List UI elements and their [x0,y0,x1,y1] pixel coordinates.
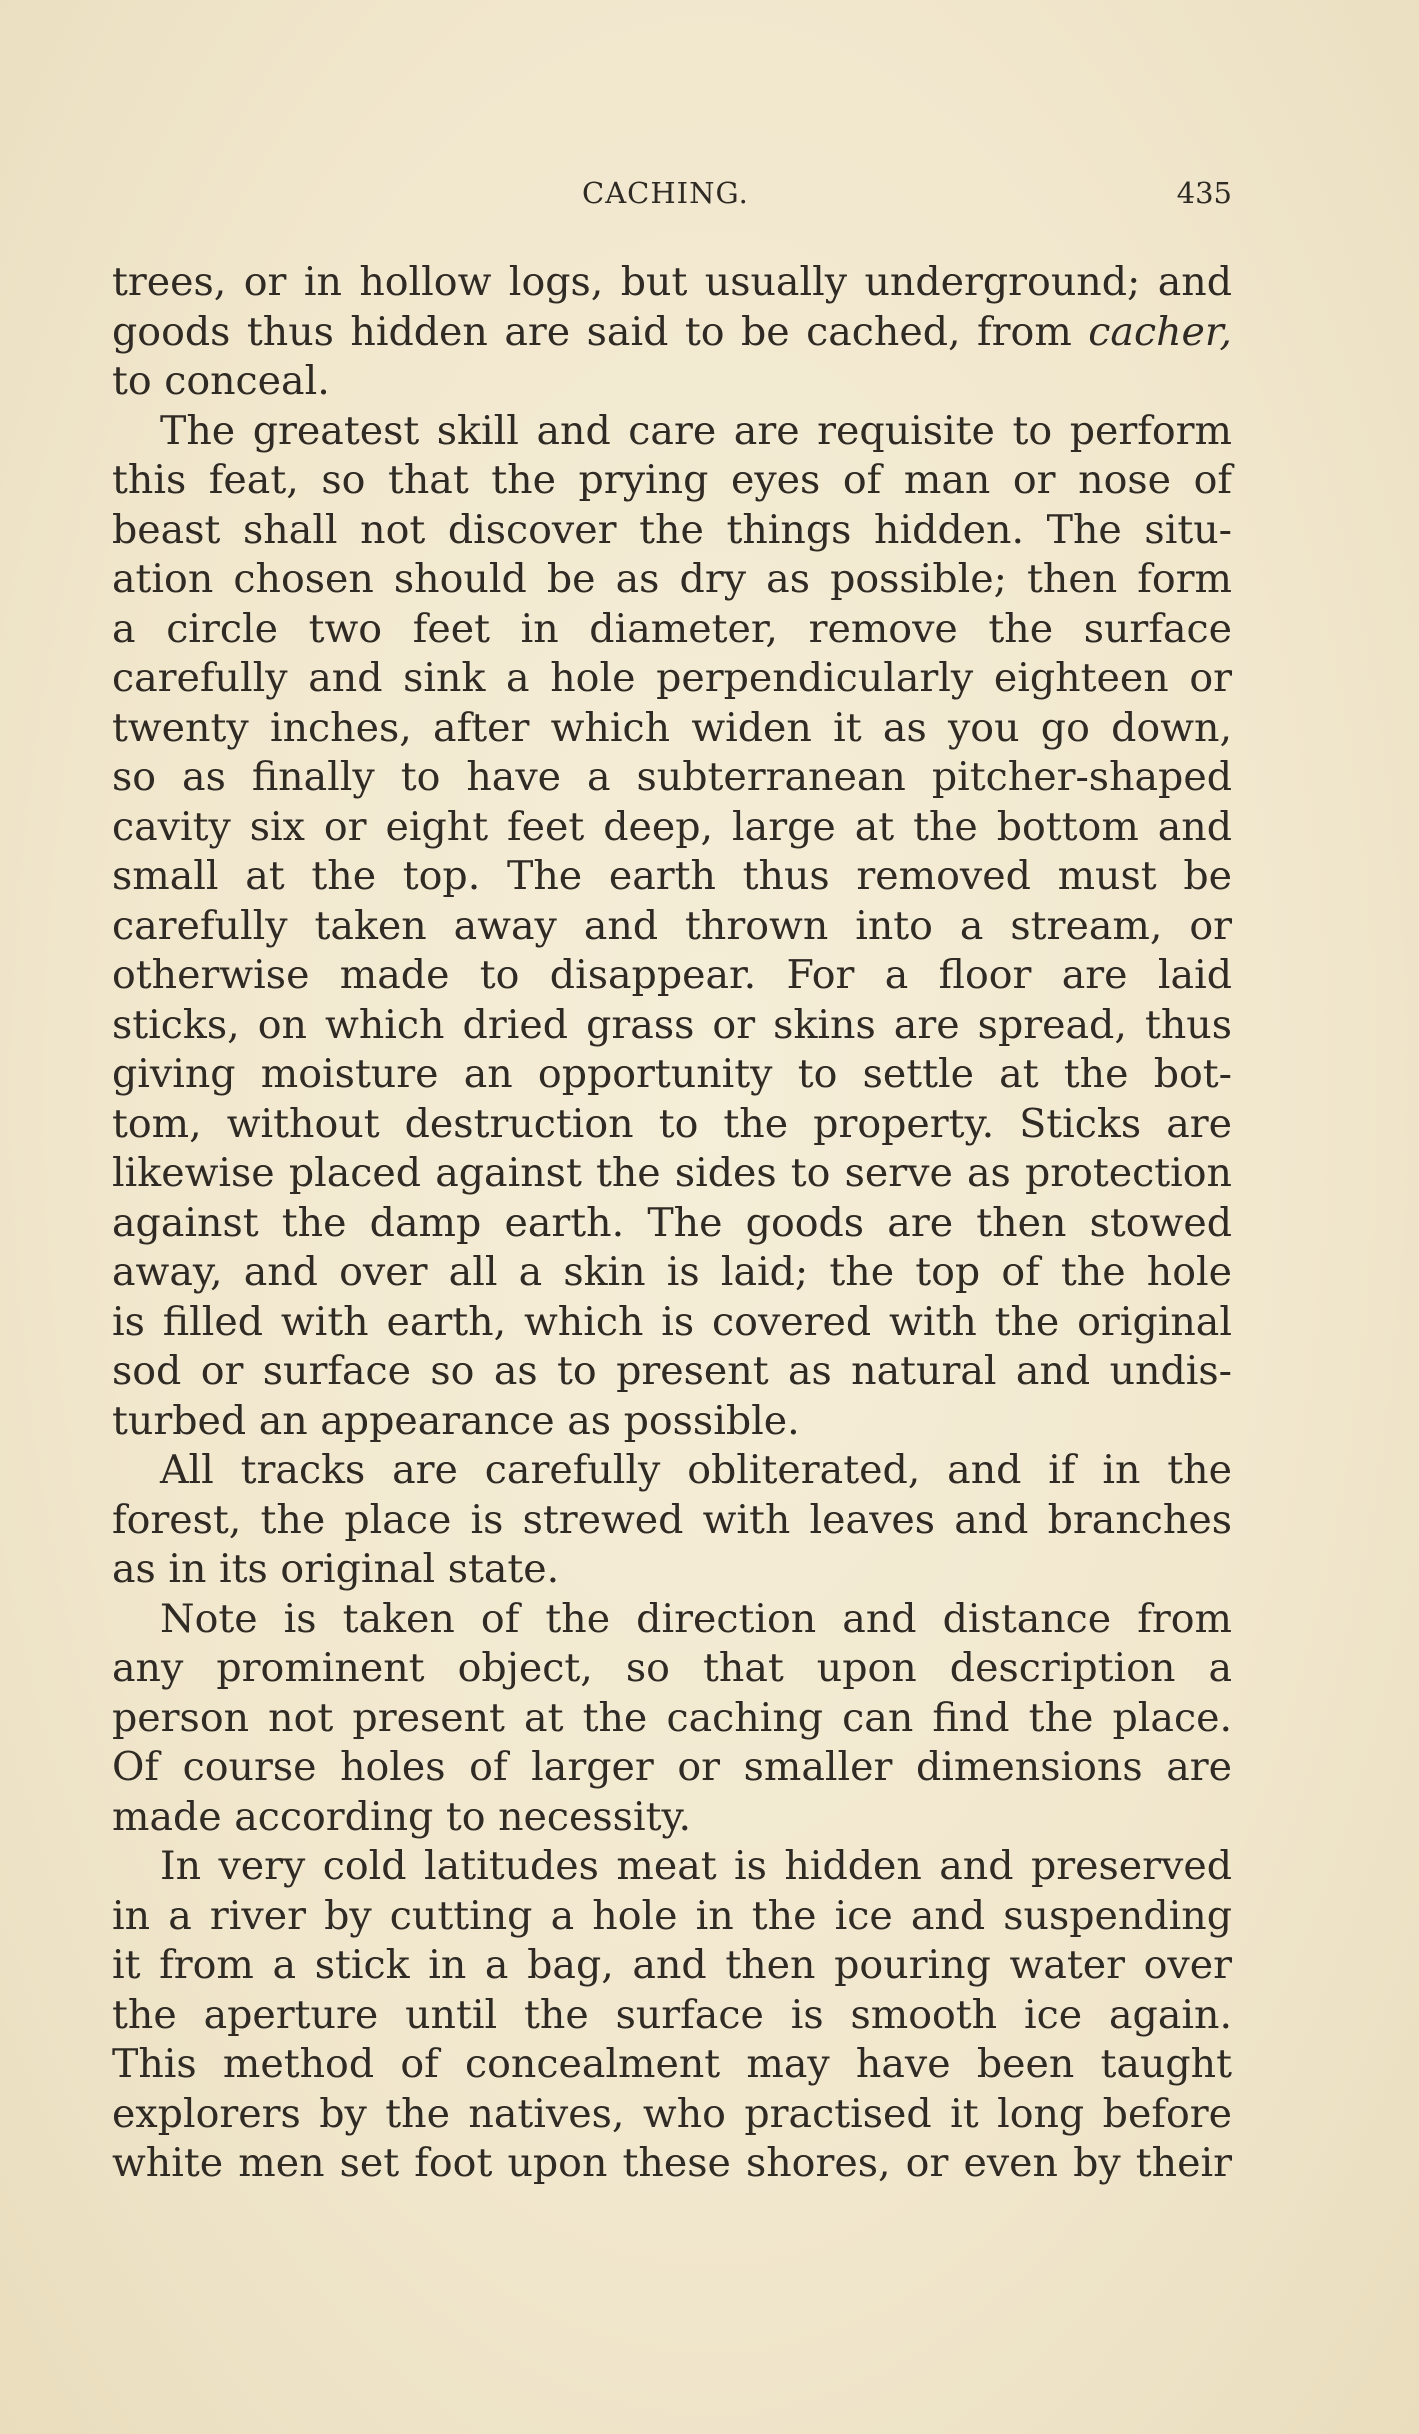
text-line: Of course holes of larger or smaller dimensions are [112,1744,1232,1790]
text-line: a circle two feet in diameter, remove the surface [112,605,1232,652]
text-line: sod or surface so as to present as natural and undis- [112,1348,1232,1394]
page-header [112,176,1232,220]
text-line: white men set foot upon these shores, or even by their [112,2140,1232,2186]
text-line: carefully and sink a hole perpendicularly eighteen or [112,655,1232,701]
text-line: sticks, on which dried grass or skins are spread, thus [112,1001,1232,1048]
text-line: made according to necessity. [112,1793,692,1840]
page-number: 435 [1176,176,1232,210]
text-line: trees, or in hollow logs, but usually underground; and [112,259,1232,305]
text-line: person not present at the caching can find the place. [112,1694,1232,1741]
italic-word: cacher, [1088,308,1232,355]
text-line: against the damp earth. The goods are then stowed [112,1199,1232,1246]
text-line: This method of concealment may have been taught [112,2041,1232,2087]
text-line: otherwise made to disappear. For a floor are laid [112,952,1232,998]
text-line: Note is taken of the direction and distance from [160,1595,1232,1642]
text-line: any prominent object, so that upon description a [112,1645,1232,1691]
text-line: it from a stick in a bag, and then pouring water over [112,1942,1232,1988]
text-line: turbed an appearance as possible. [112,1397,800,1444]
text-line: cavity six or eight feet deep, large at the bottom and [112,803,1232,850]
text-line: explorers by the natives, who practised it long before [112,2090,1232,2137]
text-line: the aperture until the surface is smooth ice again. [112,1991,1232,2038]
text-span: goods thus hidden are said to be cached, from [112,308,1089,355]
text-line: ation chosen should be as dry as possible; then form [112,556,1232,602]
text-line: The greatest skill and care are requisite to perform [160,407,1232,454]
text-line: so as finally to have a subterranean pitcher-shaped [112,754,1232,800]
text-line [112,308,1232,358]
text-line: as in its original state. [112,1546,560,1592]
text-line: giving moisture an opportunity to settle at the bot- [112,1051,1232,1097]
text-line: to conceal. [112,358,330,404]
running-head: CACHING. [582,176,749,210]
body-text [112,258,1232,2189]
text-line: carefully taken away and thrown into a stream, or [112,902,1232,949]
text-line: twenty inches, after which widen it as you go down, [112,704,1232,751]
text-line: this feat, so that the prying eyes of man or nose of [112,457,1232,503]
text-line: away, and over all a skin is laid; the top of the hole [112,1249,1232,1295]
text-line: tom, without destruction to the property. Sticks are [112,1100,1232,1147]
text-line: forest, the place is strewed with leaves and branches [112,1496,1232,1543]
text-line: likewise placed against the sides to serve as protection [112,1150,1232,1196]
text-line: small at the top. The earth thus removed must be [112,853,1232,899]
text-line: is filled with earth, which is covered with the original [112,1298,1232,1345]
text-line: In very cold latitudes meat is hidden and preserved [160,1843,1232,1889]
text-line: in a river by cutting a hole in the ice and suspending [112,1892,1232,1939]
text-line: All tracks are carefully obliterated, and if in the [160,1447,1232,1493]
text-line: beast shall not discover the things hidden. The situ- [112,506,1232,553]
